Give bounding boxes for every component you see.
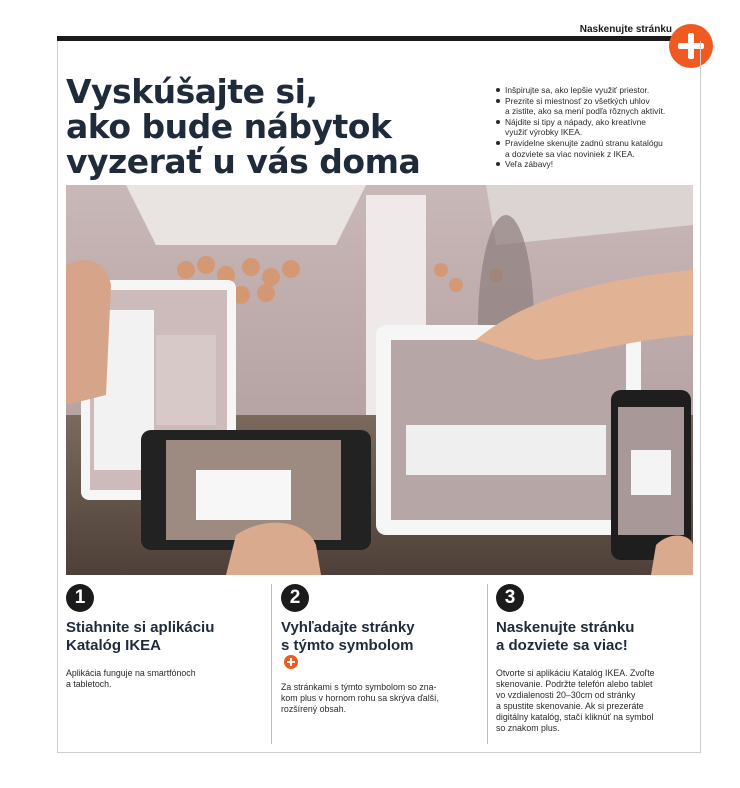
step-text-line: a tabletoch. xyxy=(66,679,112,689)
step-title xyxy=(496,619,655,655)
step-text xyxy=(281,682,439,715)
step-text-line: a spustite skenovanie. Ak si prezeráte xyxy=(496,701,644,711)
step-text xyxy=(66,668,214,690)
column-divider xyxy=(487,584,488,744)
step-title-line: s týmto symbolom xyxy=(281,637,414,654)
step-text-line: so znakom plus. xyxy=(496,723,560,733)
step-number: 2 xyxy=(281,584,309,612)
bullet-line: využiť výrobky IKEA. xyxy=(505,127,583,138)
page-title xyxy=(66,74,486,179)
step-text xyxy=(496,668,655,734)
step-2 xyxy=(281,584,439,715)
bullet-line: Prezrite si miestnosť zo všetkých uhlov xyxy=(505,95,650,106)
step-text-line: vo vzdialenosti 20–30cm od stránky xyxy=(496,690,636,700)
bullet-item xyxy=(494,117,704,138)
step-number: 3 xyxy=(496,584,524,612)
bullet-line: a dozviete sa viac noviniek z IKEA. xyxy=(505,148,635,159)
step-text-line: Aplikácia funguje na smartfónoch xyxy=(66,668,196,678)
step-title-line: Vyhľadajte stránky xyxy=(281,619,415,636)
bullet-line: Veľa zábavy! xyxy=(505,159,554,170)
hero-photo xyxy=(66,185,693,575)
step-title xyxy=(281,619,439,669)
column-divider xyxy=(271,584,272,744)
step-title-line: a dozviete sa viac! xyxy=(496,637,628,654)
bullet-item xyxy=(494,138,704,159)
step-text-line: rozšírený obsah. xyxy=(281,704,347,714)
bullet-item xyxy=(494,85,704,96)
step-text-line: Za stránkami s týmto symbolom so zna- xyxy=(281,682,437,692)
step-text-line: digitálny katalóg, stačí kliknúť na symbol xyxy=(496,712,654,722)
step-text-line: kom plus v hornom rohu sa skrýva ďalší, xyxy=(281,693,439,703)
bullet-item xyxy=(494,159,704,170)
step-title-line: Katalóg IKEA xyxy=(66,637,162,654)
step-text-line: skenovanie. Podržte telefón alebo tablet xyxy=(496,679,653,689)
bullet-line: Nájdite si tipy a nápady, ako kreatívne xyxy=(505,116,646,127)
step-1 xyxy=(66,584,214,690)
bullet-item xyxy=(494,96,704,117)
benefits-list xyxy=(494,85,704,170)
title-line-2: ako bude nábytok xyxy=(66,107,392,146)
bullet-line: a zistite, ako sa mení podľa rôznych aktivít. xyxy=(505,106,666,117)
bullet-line: Pravidelne skenujte zadnú stranu katalógu xyxy=(505,137,663,148)
step-title-line: Naskenujte stránku xyxy=(496,619,635,636)
title-line-1: Vyskúšajte si, xyxy=(66,72,318,111)
page-corner-label: Naskenujte stránku xyxy=(579,24,672,35)
bullet-line: Inšpirujte sa, ako lepšie využiť priestor. xyxy=(505,85,650,95)
title-line-3: vyzerať u vás doma xyxy=(66,142,421,181)
step-text-line: Otvorte si aplikáciu Katalóg IKEA. Zvoľte xyxy=(496,668,655,678)
step-3 xyxy=(496,584,655,734)
plus-icon xyxy=(284,655,298,669)
step-title-line: Stiahnite si aplikáciu xyxy=(66,619,215,636)
room-scene-illustration xyxy=(66,185,693,575)
step-title xyxy=(66,619,214,655)
step-number: 1 xyxy=(66,584,94,612)
